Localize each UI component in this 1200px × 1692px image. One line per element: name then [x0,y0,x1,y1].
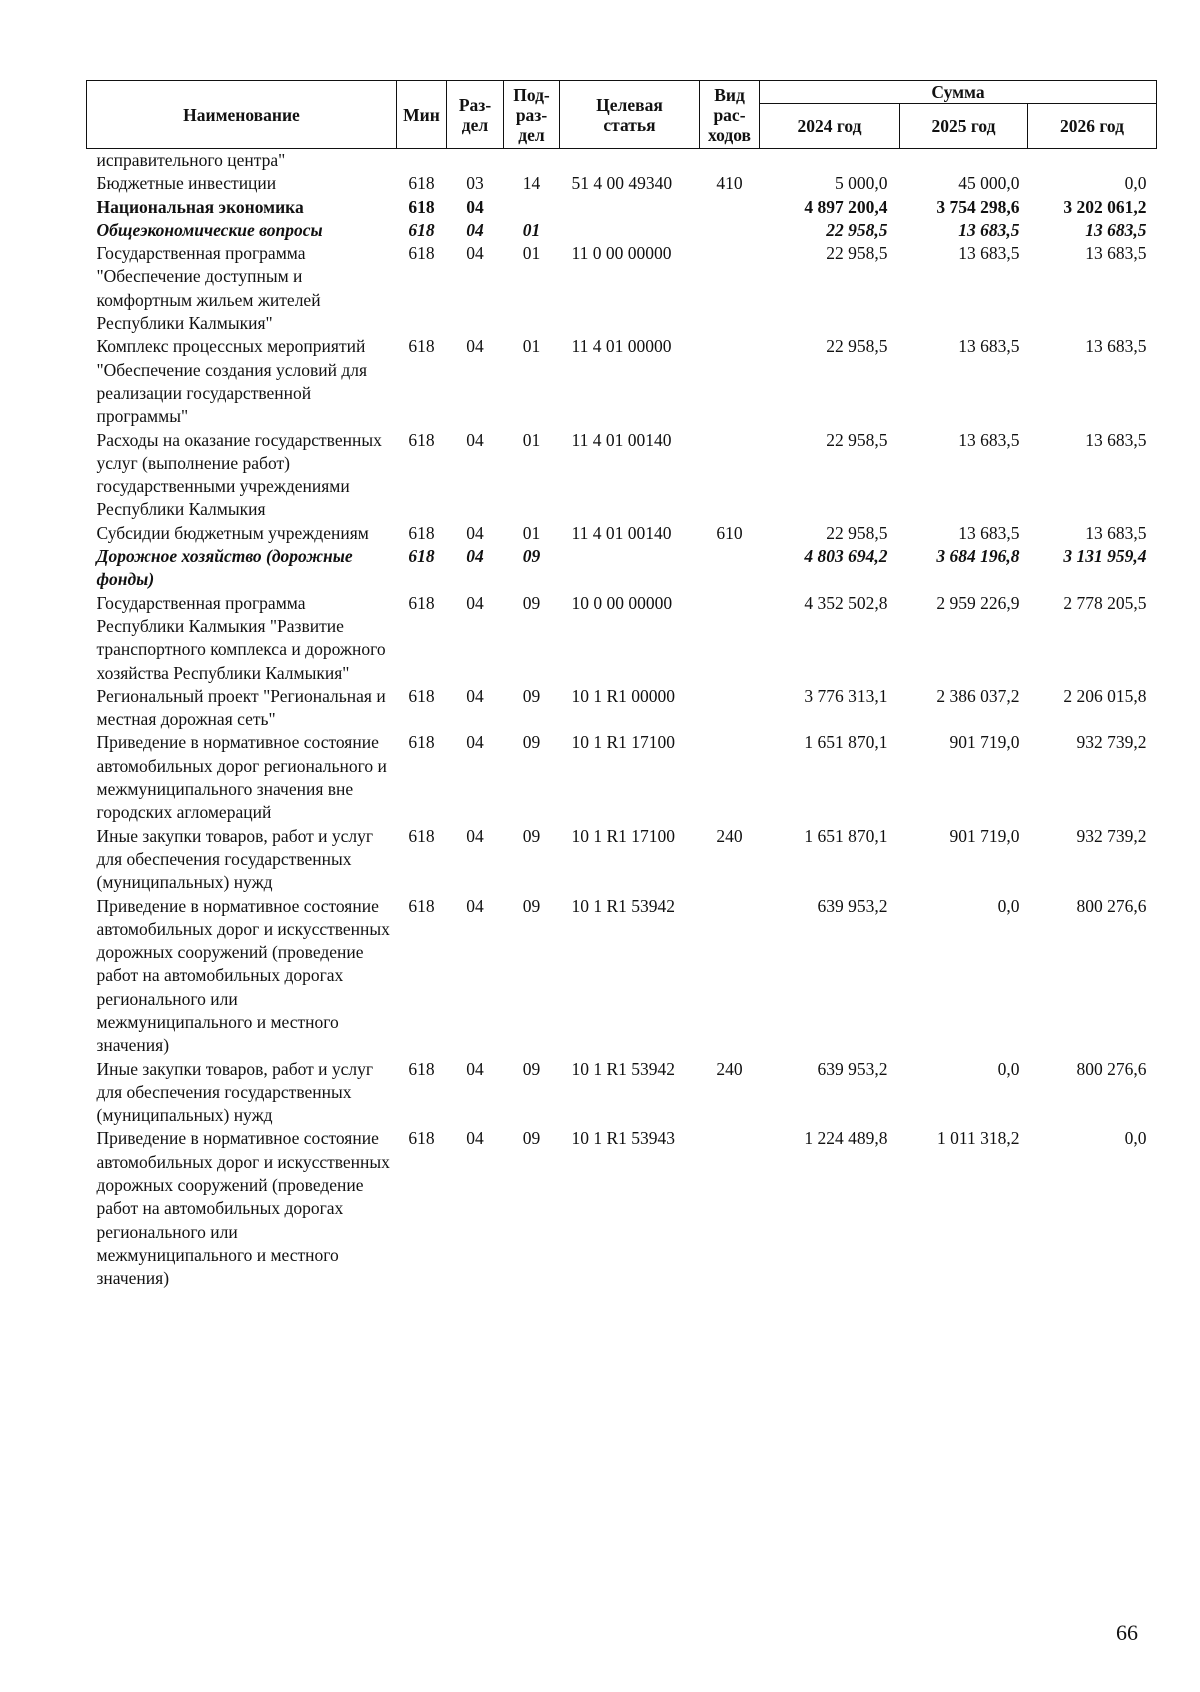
row-sum-2024: 22 958,5 [826,219,888,240]
row-sum-2024: 4 803 694,2 [804,546,888,567]
row-sum-2025: 901 719,0 [949,825,1020,846]
row-name: Приведение в нормативное состояние автомобильных дорог и искусственных дорожных сооружений (проведение работ на автомобильных дорогах регионального или межмуниципального и местного значения) [96,895,390,1056]
page-number: 66 [1116,1620,1138,1645]
row-vid-rashodov: 610 [716,522,743,543]
row-celevaya-statya: 11 4 01 00000 [571,336,672,357]
row-sum-2025: 3 684 196,8 [936,546,1020,567]
row-name: Общеэкономические вопросы [96,219,323,240]
row-podrazdel: 01 [522,336,541,357]
table-row [87,522,1157,545]
row-sum-2025: 13 683,5 [958,429,1020,450]
row-name: Региональный проект "Региональная и местная дорожная сеть" [96,685,386,730]
row-celevaya-statya [560,149,700,173]
row-sum-2026: 2 778 205,5 [1063,592,1147,613]
row-celevaya-statya: 10 0 00 00000 [571,592,673,613]
row-min: 618 [408,196,435,217]
header-celevaya-statya: Целевая статья [560,81,700,149]
row-razdel: 04 [466,196,484,217]
row-podrazdel: 01 [522,522,541,543]
header-razdel: Раз- дел [447,81,504,149]
row-sum-2024 [760,149,900,173]
row-min: 618 [408,685,435,706]
row-sum-2026: 13 683,5 [1085,219,1147,240]
row-vid-rashodov [700,196,760,219]
row-vid-rashodov [700,1127,760,1290]
row-sum-2025: 3 754 298,6 [936,196,1020,217]
row-sum-2025: 1 011 318,2 [937,1128,1020,1149]
row-celevaya-statya [560,219,700,242]
row-name: Субсидии бюджетным учреждениям [96,522,369,543]
row-min: 618 [408,336,435,357]
row-name: исправительного центра" [96,150,286,170]
table-row [87,196,1157,219]
table-row [87,1058,1157,1128]
row-name: Приведение в нормативное состояние автомобильных дорог регионального и межмуниципального значения вне городских агломераций [96,732,387,823]
header-name: Наименование [87,81,397,149]
row-podrazdel: 01 [522,429,541,450]
header-min: Мин [397,81,447,149]
row-vid-rashodov [700,242,760,335]
row-sum-2026: 932 739,2 [1076,825,1147,846]
row-razdel: 04 [466,429,484,450]
header-podrazdel: Под- раз- дел [504,81,560,149]
row-sum-2024: 639 953,2 [817,1058,888,1079]
row-vid-rashodov: 410 [716,173,743,194]
row-sum-2025: 901 719,0 [949,732,1020,753]
header-vid-rashodov: Вид рас- ходов [700,81,760,149]
row-celevaya-statya: 11 0 00 00000 [571,243,672,264]
row-celevaya-statya: 10 1 R1 53942 [571,1058,676,1079]
row-celevaya-statya: 11 4 01 00140 [571,522,672,543]
header-2025: 2025 год [900,104,1028,149]
row-sum-2025: 2 959 226,9 [936,592,1020,613]
row-min: 618 [408,895,435,916]
row-sum-2024: 1 651 870,1 [804,825,888,846]
row-sum-2025: 0,0 [997,1058,1020,1079]
row-sum-2024: 1 651 870,1 [804,732,888,753]
row-celevaya-statya: 10 1 R1 00000 [571,685,676,706]
row-sum-2025: 45 000,0 [958,173,1020,194]
table-row [87,825,1157,895]
row-celevaya-statya: 10 1 R1 53943 [571,1128,676,1149]
row-vid-rashodov [700,895,760,1058]
row-celevaya-statya: 10 1 R1 53942 [571,895,676,916]
row-name: Иные закупки товаров, работ и услуг для обеспечения государственных (муниципальных) нужд [96,825,374,893]
table-row [87,149,1157,173]
row-razdel: 04 [466,685,484,706]
row-sum-2026: 2 206 015,8 [1063,685,1147,706]
row-celevaya-statya [560,545,700,592]
table-header [87,81,1157,149]
row-sum-2025: 2 386 037,2 [936,685,1020,706]
row-name: Государственная программа Республики Калмыкия "Развитие транспортного комплекса и дорожного хозяйства Республики Калмыкия" [96,592,386,683]
row-sum-2024: 22 958,5 [826,522,888,543]
row-sum-2024: 1 224 489,8 [804,1128,888,1149]
row-razdel: 03 [466,173,484,194]
row-min: 618 [408,546,435,567]
row-vid-rashodov [700,731,760,824]
table-row [87,592,1157,685]
row-razdel: 04 [466,219,484,240]
row-podrazdel [504,149,560,173]
row-name: Государственная программа "Обеспечение доступным и комфортным жильем жителей Республики Калмыкия" [96,243,321,334]
row-podrazdel: 09 [522,1058,541,1079]
row-razdel: 04 [466,1128,484,1149]
table-row [87,172,1157,195]
row-name: Бюджетные инвестиции [96,173,277,194]
budget-table [86,80,1157,1291]
row-sum-2024: 4 897 200,4 [804,196,888,217]
row-vid-rashodov [700,685,760,732]
row-sum-2024: 5 000,0 [835,173,888,194]
row-celevaya-statya: 10 1 R1 17100 [571,732,676,753]
row-sum-2026: 3 202 061,2 [1063,196,1147,217]
row-sum-2026: 3 131 959,4 [1063,546,1147,567]
row-sum-2026: 800 276,6 [1076,1058,1147,1079]
row-vid-rashodov [700,149,760,173]
row-vid-rashodov: 240 [716,825,743,846]
row-sum-2024: 639 953,2 [817,895,888,916]
row-podrazdel: 14 [522,173,541,194]
table-row [87,895,1157,1058]
row-min: 618 [408,1128,435,1149]
row-sum-2024: 3 776 313,1 [804,685,888,706]
row-vid-rashodov [700,592,760,685]
row-min: 618 [408,825,435,846]
row-podrazdel: 01 [522,219,541,240]
row-sum-2026: 13 683,5 [1085,243,1147,264]
row-razdel: 04 [466,732,484,753]
row-name: Национальная экономика [96,196,304,217]
row-podrazdel: 09 [522,825,541,846]
row-min: 618 [408,243,435,264]
row-sum-2026: 800 276,6 [1076,895,1147,916]
row-razdel: 04 [466,522,484,543]
row-sum-2026: 932 739,2 [1076,732,1147,753]
table-body [87,149,1157,1291]
row-vid-rashodov [700,335,760,428]
row-vid-rashodov [700,429,760,522]
row-sum-2024: 22 958,5 [826,336,888,357]
row-min: 618 [408,173,435,194]
table-row [87,335,1157,428]
table-row [87,429,1157,522]
table-row [87,1127,1157,1290]
row-name: Приведение в нормативное состояние автомобильных дорог и искусственных дорожных сооружений (проведение работ на автомобильных дорогах регионального или межмуниципального и местного значения) [96,1128,390,1289]
row-sum-2025: 13 683,5 [958,522,1020,543]
row-vid-rashodov: 240 [716,1058,743,1079]
row-min [397,149,447,173]
row-min: 618 [408,592,435,613]
row-podrazdel: 09 [522,895,541,916]
row-celevaya-statya: 51 4 00 49340 [571,173,673,194]
row-sum-2025: 13 683,5 [958,219,1020,240]
row-sum-2025 [900,149,1028,173]
row-vid-rashodov [700,219,760,242]
row-podrazdel: 01 [522,243,541,264]
row-min: 618 [408,429,435,450]
row-razdel: 04 [466,895,484,916]
table-row [87,685,1157,732]
row-sum-2026: 13 683,5 [1085,336,1147,357]
table-row [87,731,1157,824]
row-razdel [447,149,504,173]
row-sum-2026: 13 683,5 [1085,429,1147,450]
row-name: Дорожное хозяйство (дорожные фонды) [96,546,353,590]
row-min: 618 [408,219,435,240]
row-celevaya-statya: 10 1 R1 17100 [571,825,676,846]
row-razdel: 04 [466,1058,484,1079]
row-sum-2026: 0,0 [1124,1128,1147,1149]
document-page [86,80,1156,1291]
row-razdel: 04 [466,243,484,264]
row-razdel: 04 [466,825,484,846]
row-podrazdel: 09 [522,1128,541,1149]
row-min: 618 [408,732,435,753]
row-celevaya-statya [560,196,700,219]
header-summa: Сумма [760,81,1157,104]
row-razdel: 04 [466,546,484,567]
row-podrazdel: 09 [522,732,541,753]
row-vid-rashodov [700,545,760,592]
row-min: 618 [408,1058,435,1079]
row-sum-2024: 4 352 502,8 [804,592,888,613]
row-sum-2025: 13 683,5 [958,336,1020,357]
row-sum-2025: 0,0 [997,895,1020,916]
row-sum-2024: 22 958,5 [826,429,888,450]
row-sum-2026: 0,0 [1124,173,1147,194]
row-name: Иные закупки товаров, работ и услуг для обеспечения государственных (муниципальных) нужд [96,1058,374,1126]
header-2026: 2026 год [1028,104,1157,149]
row-razdel: 04 [466,336,484,357]
row-celevaya-statya: 11 4 01 00140 [571,429,672,450]
row-sum-2025: 13 683,5 [958,243,1020,264]
row-podrazdel: 09 [522,685,541,706]
row-sum-2026 [1028,149,1157,173]
row-name: Расходы на оказание государственных услуг (выполнение работ) государственными учреждениями Республики Калмыкия [96,429,382,520]
table-row [87,219,1157,242]
row-podrazdel: 09 [522,592,541,613]
row-podrazdel [504,196,560,219]
header-2024: 2024 год [760,104,900,149]
row-name: Комплекс процессных мероприятий "Обеспечение создания условий для реализации государственной программы" [96,336,368,427]
table-row [87,242,1157,335]
row-min: 618 [408,522,435,543]
row-sum-2026: 13 683,5 [1085,522,1147,543]
row-sum-2024: 22 958,5 [826,243,888,264]
table-row [87,545,1157,592]
row-podrazdel: 09 [522,546,541,567]
row-razdel: 04 [466,592,484,613]
